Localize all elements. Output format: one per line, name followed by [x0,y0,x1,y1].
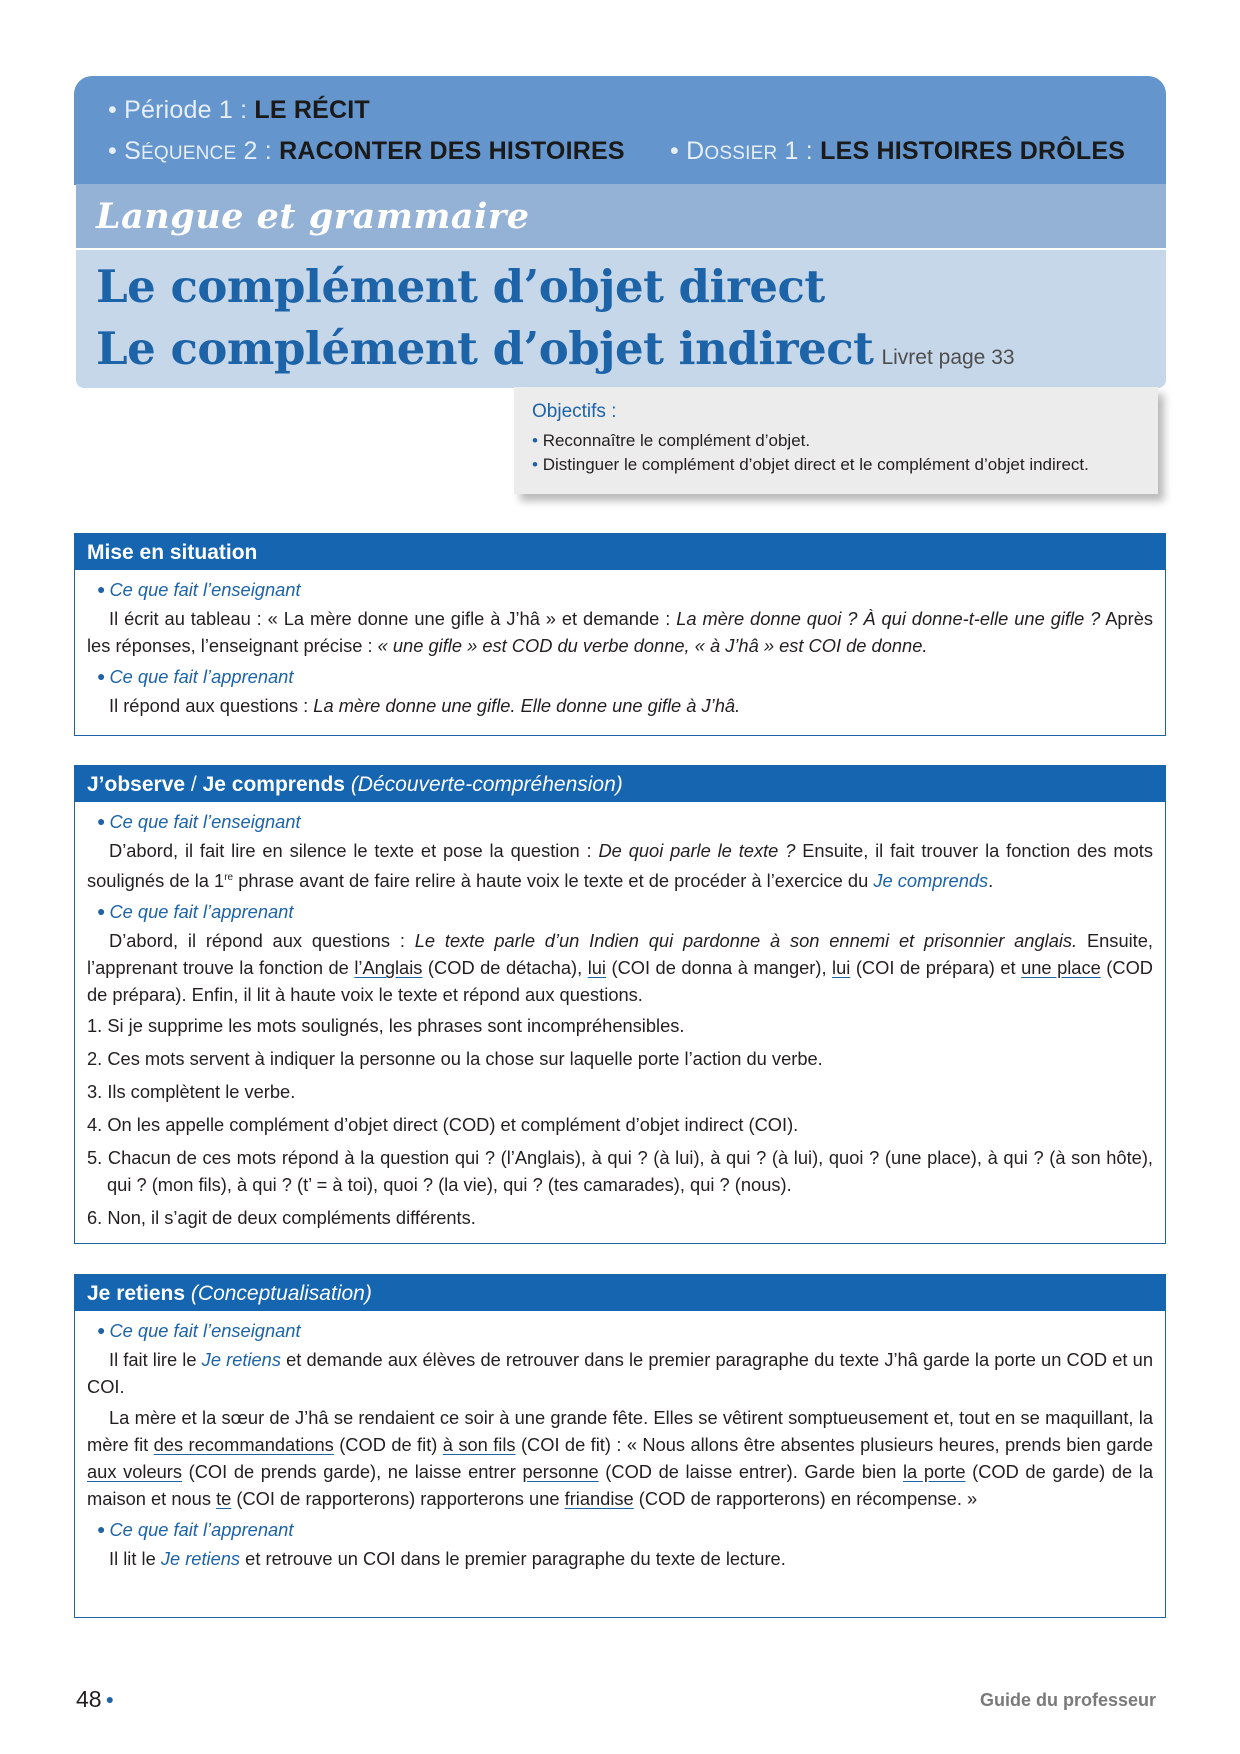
text: (COD de fit) [333,1434,443,1455]
objective-item [532,431,1089,451]
text: (COI de rapporterons) rapporterons une [231,1488,565,1509]
text: Il écrit au tableau : « La mère donne une gifle à J’hâ » et demande : [109,608,677,629]
text: . [988,870,994,892]
text: Après les réponses, l’enseignant précise : [87,608,1153,656]
bullet-icon: ● [105,1691,115,1707]
text-italic: Le texte parle d’un Indien qui pardonne à son ennemi et prisonnier anglais. [414,930,1078,952]
title-band [76,250,1166,388]
title-separator: / [185,773,203,796]
title-part: J’observe [87,773,186,796]
text-italic: « une gifle » est COD du verbe donne, « à J’hâ » est COI de donne. [377,635,928,656]
paragraph [87,1346,1153,1400]
sequence-label-initial: S [124,137,141,165]
section-body [75,1311,1165,1572]
text-reference: Je retiens [160,1548,241,1569]
underlined-word: aux voleurs [87,1461,183,1482]
footer-guide: Guide du professeur [980,1690,1157,1710]
text: (COD de rapporterons) en récompense. » [633,1488,978,1509]
dossier-line [670,137,1125,166]
underlined-word: la porte [903,1461,966,1482]
role-label: Ce que fait l’apprenant [109,666,294,687]
periode-label: • Période 1 : [108,96,248,124]
bullet-icon: ● [97,813,106,829]
role-label: Ce que fait l’enseignant [109,811,301,832]
role-teacher [87,1317,1153,1344]
title-part: Je retiens [87,1282,186,1305]
section-mise-en-situation [74,533,1166,736]
text: (COD de prépara). Enfin, il lit à haute voix le texte et répond aux questions. [87,957,1153,1006]
section-observe-comprends [74,765,1166,1244]
text: (COD de détacha), [422,957,588,979]
text: D’abord, il répond aux questions : [109,930,415,952]
periode-value: LE RÉCIT [254,96,370,124]
text: (COI de fit) : « Nous allons être absentes plusieurs heures, prends bien garde [515,1434,1154,1455]
role-learner [87,663,1153,690]
domain-title: Langue et grammaire [96,196,530,237]
objectives-list [532,431,1089,479]
role-label: Ce que fait l’enseignant [109,1320,301,1341]
answer-item: 6. Non, il s’agit de deux compléments différents. [87,1207,476,1229]
answer-item: 3. Ils complètent le verbe. [87,1081,296,1103]
paragraph [87,1545,1153,1572]
dossier-bullet: • [670,137,679,165]
superscript: re [224,872,234,883]
text: Il répond aux questions : [109,695,314,716]
role-label: Ce que fait l’apprenant [109,1519,294,1540]
text-italic: La mère donne quoi ? À qui donne-t-elle une gifle ? [676,608,1101,629]
role-teacher [87,808,1153,835]
text: Il fait lire le [109,1349,202,1370]
text: (COD de laisse entrer). Garde bien [598,1461,903,1482]
title-subtitle: (Conceptualisation) [190,1282,372,1305]
text: (COI de prépara) et [850,957,1022,979]
objective-item [532,455,1089,475]
answer-item: 5. Chacun de ces mots répond à la question qui ? (l’Anglais), à qui ? (à lui), à qui ? (à lui), quoi ? (une place), à qui ? (à son hôte), qui ? (mon fils), à qui ? (t’ = à toi), quoi ? (la vie), qui ? (tes camarades), qui ? (nous). [87,1147,1153,1196]
domain-band [76,184,1166,250]
text: (COD de garde) de la maison et nous [87,1461,1153,1509]
text: (COI de prends garde), ne laisse entrer [182,1461,523,1482]
dossier-value: LES HISTOIRES DRÔLES [820,137,1126,165]
text: D’abord, il fait lire en silence le texte et pose la question : [109,840,599,861]
text-reference: Je retiens [201,1349,281,1370]
role-label: Ce que fait l’apprenant [109,901,294,923]
answer-item: 1. Si je supprime les mots soulignés, les phrases sont incompréhensibles. [87,1015,685,1037]
underlined-word: friandise [564,1488,634,1509]
dossier-number: 1 : [784,137,813,165]
underlined-word: personne [522,1461,599,1482]
page-number [76,1686,114,1713]
section-title [75,1275,1165,1311]
text: et demande aux élèves de retrouver dans le premier paragraphe du texte J’hâ garde la porte un COD et un COI. [87,1349,1153,1397]
answer-item: 2. Ces mots servent à indiquer la personne ou la chose sur laquelle porte l’action du verbe. [87,1048,823,1070]
sequence-label-rest: ÉQUENCE [140,143,237,164]
bullet-icon: • [532,431,543,450]
text-reference: Je comprends [873,870,989,892]
section-title: Mise en situation [75,534,1165,570]
sequence-value: RACONTER DES HISTOIRES [279,137,625,165]
section-title [75,766,1165,802]
objectives-heading: Objectifs : [532,401,617,422]
underlined-word: lui [832,957,851,979]
section-body [75,570,1165,719]
text: Ensuite, il fait trouver la fonction des mots soulignés de la 1 [87,840,1153,892]
underlined-word: une place [1021,957,1101,979]
periode-line [108,96,370,125]
section-body [75,802,1165,1231]
text-italic: La mère donne une gifle. Elle donne une gifle à J’hâ. [313,695,741,716]
bullet-icon: ● [97,1322,106,1338]
bullet-icon: ● [97,581,106,597]
sequence-bullet: • [108,137,117,165]
text: Ensuite, l’apprenant trouve la fonction de [87,930,1153,979]
bullet-icon: ● [97,668,106,684]
title-subtitle: (Découverte-compréhension) [350,773,623,796]
bullet-icon: ● [97,903,106,920]
answer-item: 4. On les appelle complément d’objet direct (COD) et complément d’objet indirect (COI). [87,1114,799,1136]
paragraph [87,692,1153,719]
paragraph [87,605,1153,659]
header-band [74,76,1166,185]
objective-text: Distinguer le complément d’objet direct et le complément d’objet indirect. [542,455,1089,474]
role-learner [87,1516,1153,1543]
underlined-word: lui [587,957,606,979]
section-je-retiens [74,1274,1166,1618]
role-teacher [87,576,1153,603]
page-title-line2-text: Le complément d’objet indirect [96,322,874,375]
page-number-text: 48 [76,1686,102,1712]
paragraph [87,927,1153,1008]
text: phrase avant de faire relire à haute voix le texte et de procéder à l’exercice du [233,870,874,892]
underlined-word: l’Anglais [354,957,423,979]
objectives-box [514,387,1158,494]
text-italic: De quoi parle le texte ? [598,840,796,861]
underlined-word: te [216,1488,232,1509]
underlined-word: à son fils [442,1434,516,1455]
page-title-line2 [96,322,1015,375]
livret-reference: Livret page 33 [881,346,1015,369]
paragraph [87,837,1153,894]
bullet-icon: • [532,455,543,474]
text: Il lit le [109,1548,161,1569]
sequence-line [108,137,625,166]
text: et retrouve un COI dans le premier paragraphe du texte de lecture. [240,1548,786,1569]
page-title-line1: Le complément d’objet direct [96,260,825,313]
text: La mère et la sœur de J’hâ se rendaient ce soir à une grande fête. Elles se vêtirent somptueusement et, tout en se maquillant, la mère fit [87,1407,1153,1455]
sequence-number: 2 : [243,137,272,165]
paragraph [87,1404,1153,1512]
role-learner [87,898,1153,925]
text: (COI de donna à manger), [605,957,833,979]
dossier-label-rest: OSSIER [704,143,778,164]
role-label: Ce que fait l’enseignant [109,579,301,600]
objective-text: Reconnaître le complément d’objet. [542,431,811,450]
bullet-icon: ● [97,1521,106,1537]
underlined-word: des recommandations [153,1434,334,1455]
dossier-label-initial: D [686,137,705,165]
title-part: Je comprends [202,773,345,796]
